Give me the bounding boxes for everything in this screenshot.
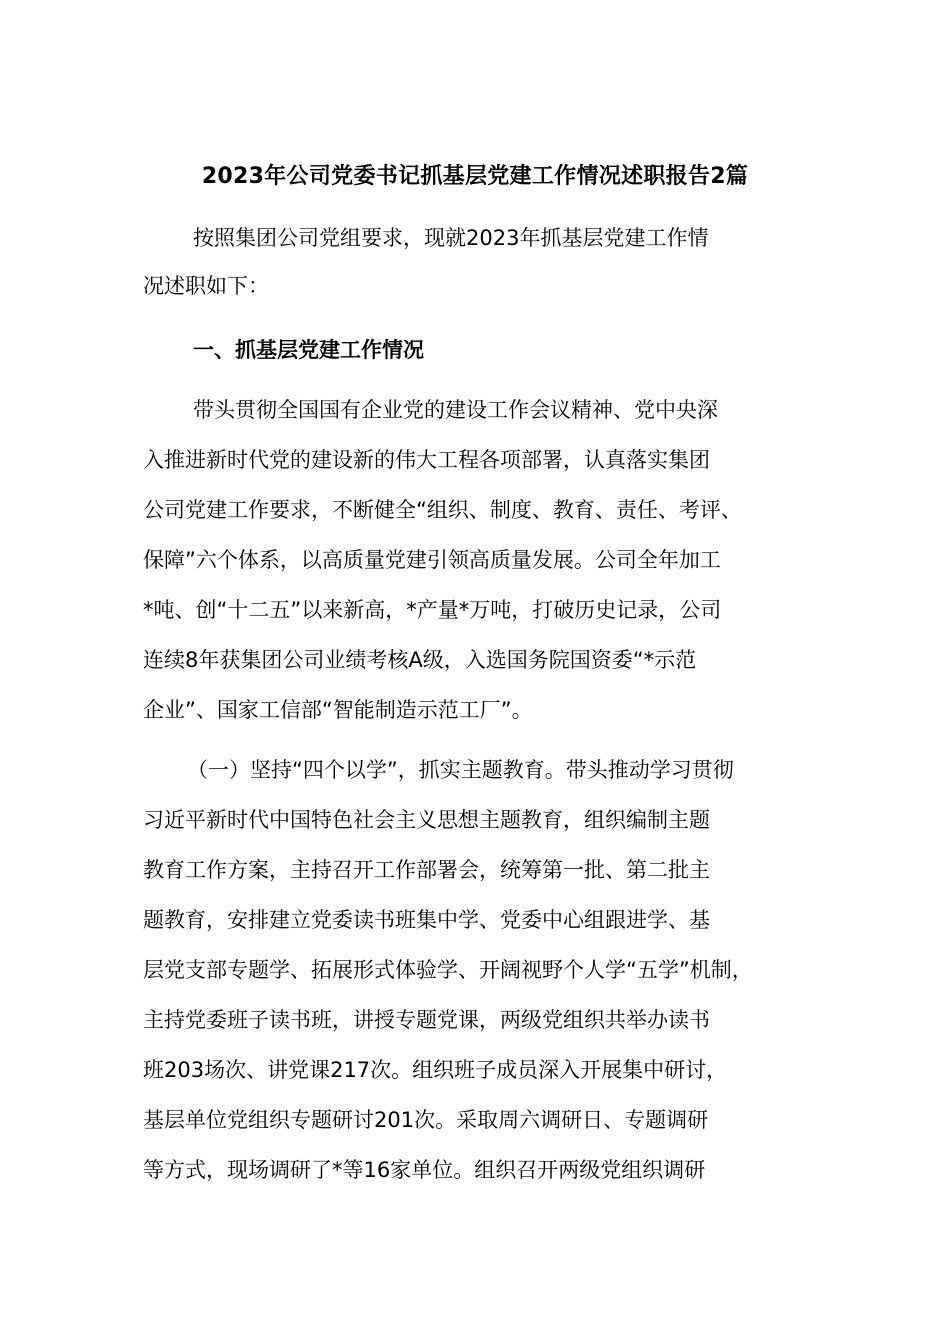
paragraph-line: 主持党委班子读书班，讲授专题党课，两级党组织共举办读书 [143, 1008, 710, 1032]
intro-line: 况述职如下： [143, 274, 269, 298]
paragraph-line: （一）坚持“四个以学”，抓实主题教育。带头推动学习贯彻 [187, 758, 734, 782]
intro-line: 按照集团公司党组要求，现就2023年抓基层党建工作情 [193, 226, 709, 250]
paragraph-line: 层党支部专题学、拓展形式体验学、开阔视野个人学“五学”机制， [143, 958, 753, 982]
paragraph-line: 保障”六个体系，以高质量党建引领高质量发展。公司全年加工 [143, 548, 721, 572]
section-heading: 一、抓基层党建工作情况 [193, 338, 424, 362]
paragraph-line: 班203场次、讲党课217次。组织班子成员深入开展集中研讨， [143, 1058, 728, 1082]
paragraph-line: 基层单位党组织专题研讨201次。采取周六调研日、专题调研 [143, 1108, 709, 1132]
paragraph-line: 等方式，现场调研了*等16家单位。组织召开两级党组织调研 [143, 1158, 706, 1182]
paragraph-line: 企业”、国家工信部“智能制造示范工厂”。 [143, 698, 533, 722]
paragraph-line: 公司党建工作要求，不断健全“组织、制度、教育、责任、考评、 [143, 498, 742, 522]
paragraph-line: *吨、创“十二五”以来新高，*产量*万吨，打破历史记录，公司 [143, 598, 722, 622]
paragraph-line: 连续8年获集团公司业绩考核A级，入选国务院国资委“*示范 [143, 648, 697, 672]
paragraph-line: 带头贯彻全国国有企业党的建设工作会议精神、党中央深 [193, 398, 718, 422]
paragraph-line: 习近平新时代中国特色社会主义思想主题教育，组织编制主题 [143, 808, 710, 832]
paragraph-line: 题教育，安排建立党委读书班集中学、党委中心组跟进学、基 [143, 908, 710, 932]
document-title: 2023年公司党委书记抓基层党建工作情况述职报告2篇 [201, 164, 749, 189]
paragraph-line: 入推进新时代党的建设新的伟大工程各项部署，认真落实集团 [143, 448, 710, 472]
paragraph-line: 教育工作方案，主持召开工作部署会，统筹第一批、第二批主 [143, 858, 710, 882]
